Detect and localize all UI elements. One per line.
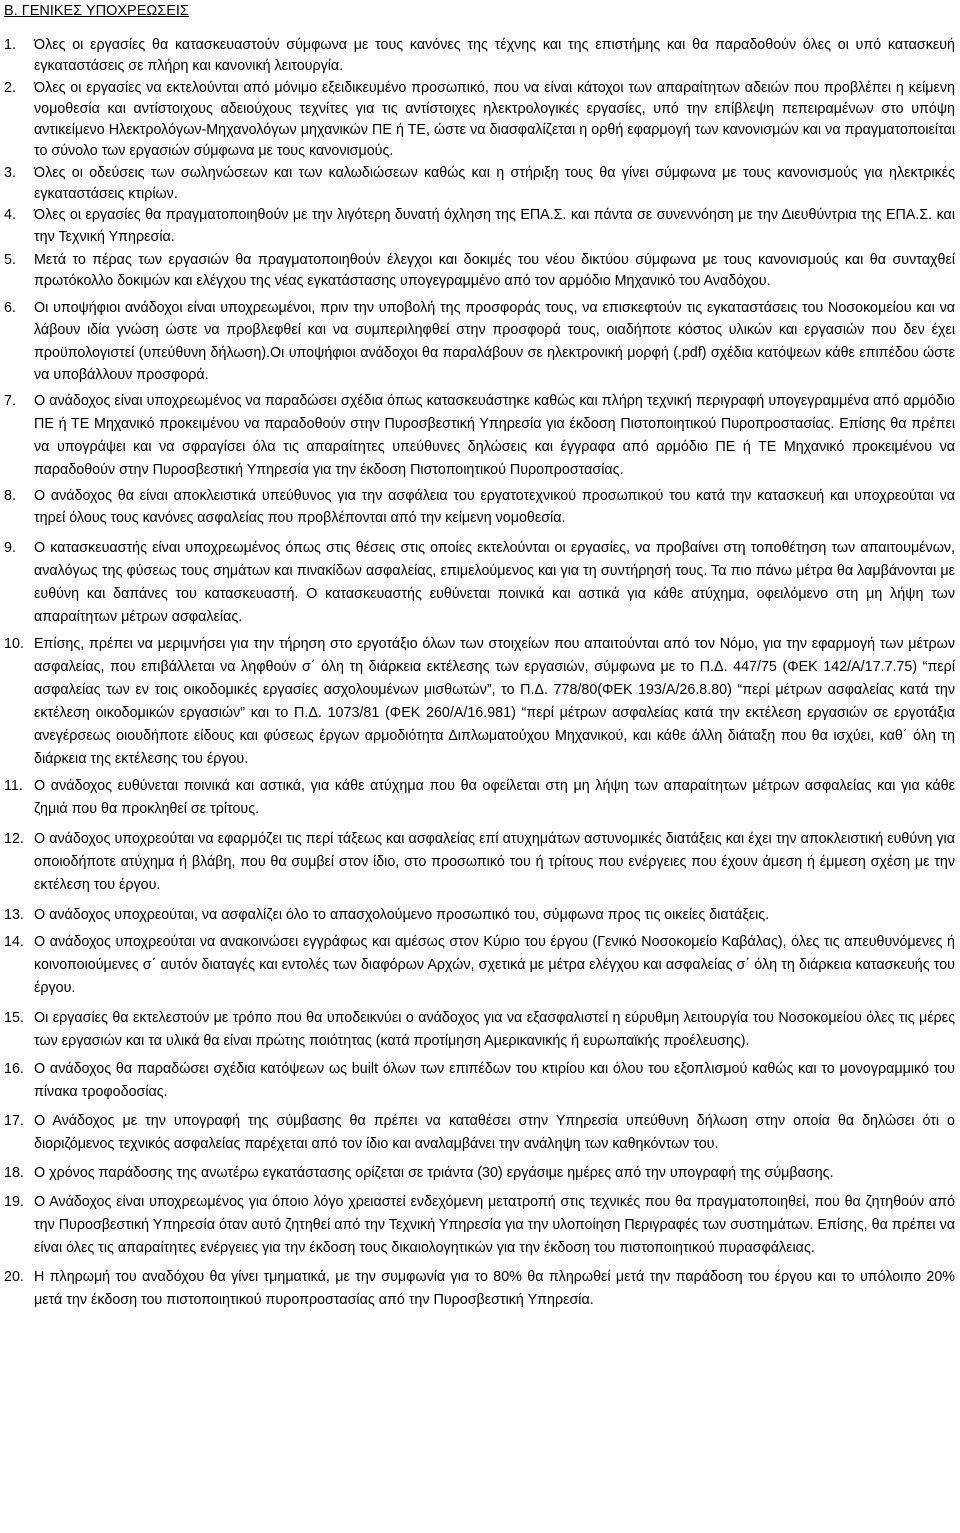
item-number: 13. <box>4 906 24 923</box>
item-text: Μετά το πέρας των εργασιών θα πραγματοποιηθούν έλεγχοι και δοκιμές του νέου δικτύου σύμφωνα με τους κανονισμούς και θα συνταχθεί πρωτόκολλο δοκιμών και ελέγχου της νέας εγκατάστασης υπογεγραμμένο από τον αρμόδιο Μηχανικό του Αναδόχου. <box>34 251 955 290</box>
item-text: Ο Ανάδοχος με την υπογραφή της σύμβασης θα πρέπει να καταθέσει στην Υπηρεσία υπεύθυνη δήλωση στην οποία θα δηλώσει ότι ο διοριζόμενος τεχνικός ασφαλείας παρέχεται από τον ίδιο και αναλαμβάνει την ανάληψη των καθηκόντων του. <box>34 1113 955 1153</box>
item-number: 8. <box>4 487 16 504</box>
item-number: 12. <box>4 831 24 848</box>
list-item <box>4 205 955 248</box>
item-text: Ο ανάδοχος είναι υποχρεωμένος να παραδώσει σχέδια όπως κατασκευάστηκε καθώς και πλήρη τεχνική περιγραφή υπογεγραμμένα από αρμόδιο ΠΕ ή ΤΕ Μηχανικό προκειμένου να παραδοθούν στην Πυροσβεστική Υπηρεσία για έκδοση Πιστοποιητικού Πυροπροστασίας. Επίσης θα πρέπει να υπογράψει και να σφραγίσει όλα τις απαραίτητες υπεύθυνες δηλώσεις και έγγραφα από αρμόδιο ΠΕ ή ΤΕ Μηχανικό προκειμένου να παραδοθούν στην Πυροσβεστική Υπηρεσία για την έκδοση Πιστοποιητικού Πυροπροστασίας. <box>34 392 955 478</box>
item-number: 7. <box>4 392 16 409</box>
list-item <box>4 35 955 78</box>
item-number: 4. <box>4 207 16 224</box>
item-number: 18. <box>4 1165 24 1182</box>
item-text: Ο ανάδοχος θα είναι αποκλειστικά υπεύθυνος για την ασφάλεια του εργατοτεχνικού προσωπικού του κατά την κατασκευή και υποχρεούται να τηρεί όλους τους κανόνες ασφαλείας που προβλέπονται από την κείμενη νομοθεσία. <box>34 487 955 527</box>
item-text: Οι υποψήφιοι ανάδοχοι είναι υποχρεωμένοι, πριν την υποβολή της προσφοράς τους, να επισκεφτούν τις εγκαταστάσεις του Νοσοκομείου και να λάβουν ιδία γνώση ώστε να προβλεφθεί και να συμπεριληφθεί στην προσφορά τους, οιαδήποτε κόστος υλικών και εργασιών που δεν έχει προϋπολογιστεί (υπεύθυνη δήλωση).Οι υποψήφιοι ανάδοχοι θα παραλάβουν σε ηλεκτρονική μορφή (.pdf) σχέδια κατόψεων κάθε επιπέδου ώστε να υποβάλλουν προσφορά. <box>34 299 955 384</box>
list-item <box>4 250 955 293</box>
item-text: Ο Ανάδοχος είναι υποχρεωμένος για όποιο λόγο χρειαστεί ενδεχόμενη μετατροπή στις τεχνικές που θα πραγματοποιηθεί, που θα ζητηθούν από την Πυροσβεστική Υπηρεσία όταν αυτό ζητηθεί από την Τεχνική Υπηρεσία για την υλοποίηση Περιγραφές των συστημάτων. Επίσης, θα πρέπει να είναι όλες τις απαραίτητες ενέργειες για την έκδοση τους δικαιολογητικών για την έκδοση του πιστοποιητικού πυρασφάλειας. <box>34 1193 955 1256</box>
item-text: Όλες οι εργασίες θα πραγματοποιηθούν με την λιγότερη δυνατή όχληση της ΕΠΑ.Σ. και πάντα σε συνεννόηση με την Διευθύντρια της ΕΠΑ.Σ. και την Τεχνική Υπηρεσία. <box>34 207 955 245</box>
list-item <box>4 163 955 206</box>
item-number: 5. <box>4 251 16 268</box>
list-item <box>4 78 955 163</box>
item-text: Όλες οι εργασίες θα κατασκευαστούν σύμφωνα με τους κανόνες της τέχνης και της επιστήμης και θα παραδοθούν όλες οι υπό κατασκευή εγκαταστάσεις σε πλήρη και κανονική λειτουργία. <box>34 37 955 75</box>
item-number: 14. <box>4 933 24 950</box>
item-text: Ο κατασκευαστής είναι υποχρεωμένος όπως στις θέσεις στις οποίες εκτελούνται οι εργασίες, να προβαίνει στη τοποθέτηση των απαιτουμένων, αναλόγως της φύσεως τους σημάτων και πινακίδων ασφαλείας, επιμελούμενος και για τη συντήρησή τους. Τα πιο πάνω μέτρα θα λαμβάνονται με ευθύνη και δαπάνες του κατασκευαστή. Ο κατασκευαστής ευθύνεται ποινικά και αστικά για κάθε ατύχημα, οφειλόμενο στη μη λήψη των απαραίτητων μέτρων ασφαλείας. <box>34 540 955 626</box>
section-heading: Β. ΓΕΝΙΚΕΣ ΥΠΟΧΡΕΩΣΕΙΣ <box>4 3 189 19</box>
item-text: Ο χρόνος παράδοσης της ανωτέρω εγκατάστασης ορίζεται σε τριάντα (30) εργάσιμε ημέρες από την υπογραφή της σύμβασης. <box>34 1165 834 1182</box>
item-number: 2. <box>4 79 16 96</box>
list-item <box>4 485 955 531</box>
item-text: Ο ανάδοχος ευθύνεται ποινικά και αστικά, για κάθε ατύχημα που θα οφείλεται στη μη λήψη των απαραίτητων μέτρων ασφαλείας και για κάθε ζημιά που θα προκληθεί σε τρίτους. <box>34 778 955 818</box>
list-item <box>4 1058 955 1104</box>
item-number: 3. <box>4 164 16 181</box>
item-number: 19. <box>4 1193 24 1210</box>
list-item <box>4 1191 955 1260</box>
item-number: 11. <box>4 778 23 795</box>
item-text: Η πληρωμή του αναδόχου θα γίνει τμηματικά, με την συμφωνία για το 80% θα πληρωθεί μετά την παράδοση του έργου και το υπόλοιπο 20% μετά την έκδοση του πιστοποιητικού πυροπροστασίας από την Πυροσβεστική Υπηρεσία. <box>34 1268 955 1308</box>
item-text: Ο ανάδοχος θα παραδώσει σχέδια κατόψεων ως built όλων των επιπέδων του κτιρίου και όλου του εξοπλισμού καθώς και το μονογραμμικό του πίνακα τροφοδοσίας. <box>34 1061 955 1101</box>
list-item <box>4 1162 955 1185</box>
item-number: 20. <box>4 1268 24 1285</box>
list-item <box>4 1007 955 1053</box>
list-item <box>4 1266 955 1312</box>
item-number: 10. <box>4 636 24 652</box>
list-item <box>4 390 955 482</box>
item-text: Ο ανάδοχος υποχρεούται, να ασφαλίζει όλο το απασχολούμενο προσωπικό του, σύμφωνα προς τις οικείες διατάξεις. <box>34 906 770 923</box>
list-item <box>4 904 955 927</box>
item-number: 16. <box>4 1061 24 1078</box>
item-text: Επίσης, πρέπει να μεριμνήσει για την τήρηση στο εργοτάξιο όλων των στοιχείων που απαιτούνται από τον Νόμο, για την εφαρμογή των μέτρων ασφαλείας, που επιβάλλεται να ληφθούν σ΄ όλη τη διάρκεια εκτέλεσης των εργασιών, σύμφωνα με το Π.Δ. 447/75 (ΦΕΚ 142/Α/17.7.75) “περί ασφαλείας των εν τοις οικοδομικές εργασίες ασχολουμένων μισθωτών”, το Π.Δ. 778/80(ΦΕΚ 193/Α/26.8.80) “περί μέτρων ασφαλείας κατά την εκτέλεση οικοδομικών εργασιών” και το Π.Δ. 1073/81 (ΦΕΚ 260/Α/16.981) “περί μέτρων ασφαλείας κατά την εκτέλεση εργασιών σε εργοτάξια ανεγέρσεως οιουδήποτε είδους και φύσεως έργων αρμοδιότητα Διπλωματούχου Μηχανικού, και κάθε άλλη διάταξη που θα ισχύει, καθ΄ όλη τη διάρκεια της εκτέλεσης του έργου. <box>34 636 955 767</box>
list-item <box>4 1110 955 1156</box>
item-number: 1. <box>4 37 16 53</box>
list-item <box>4 775 955 821</box>
item-text: Ο ανάδοχος υποχρεούται να εφαρμόζει τις περί τάξεως και ασφαλείας επί ατυχημάτων αστυνομικές διατάξεις και έχει την αποκλειστική ευθύνη για οποιοδήποτε ατύχημα ή βλάβη, που θα συμβεί στον ίδιο, στο προσωπικό του ή τρίτους που ενέργειες που έχουν άμεση ή έμμεση σχέση με την εκτέλεση του έργου. <box>34 831 955 894</box>
item-number: 17. <box>4 1113 24 1130</box>
item-number: 9. <box>4 540 16 557</box>
list-item <box>4 537 955 629</box>
list-item <box>4 931 955 1000</box>
item-text: Όλες οι οδεύσεις των σωληνώσεων και των καλωδιώσεων καθώς και η στήριξη τους θα γίνει σύμφωνα με τους κανονισμούς για ηλεκτρικές εγκαταστάσεις κτιρίων. <box>34 164 955 203</box>
list-item <box>4 828 955 897</box>
item-text: Οι εργασίες θα εκτελεστούν με τρόπο που θα υποδεικνύει ο ανάδοχος για να εξασφαλιστεί η εύρυθμη λειτουργία του Νοσοκομείου όλες τις μέρες των εργασιών και τα υλικά θα είναι πρώτης ποιότητας (κατά προτίμηση Αμερικανικής ή ευρωπαϊκής προέλευσης). <box>34 1009 955 1049</box>
obligations-list <box>4 35 955 1311</box>
item-text: Ο ανάδοχος υποχρεούται να ανακοινώσει εγγράφως και αμέσως στον Κύριο του έργου (Γενικό Νοσοκομείο Καβάλας), όλες τις απευθυνόμενες ή κοινοποιούμενες σ΄ αυτόν διαταγές και εντολές των διαφόρων Αρχών, σχετικά με μέτρα ελέγχου και ασφαλείας σ΄ όλη τη διάρκεια κατασκευής του έργου. <box>34 933 955 996</box>
item-text: Όλες οι εργασίες να εκτελούνται από μόνιμο εξειδικευμένο προσωπικό, που να είναι κάτοχοι των απαραίτητων αδειών που προβλέπει η κείμενη νομοθεσία και αντίστοιχους αδειούχους τεχνίτες για τις αντίστοιχες ηλεκτρολογικές εργασίες, υπό την επίβλεψη πεπειραμένων στο υπόψη αντικείμενο Ηλεκτρολόγων-Μηχανολόγων μηχανικών ΠΕ ή ΤΕ, ώστε να διασφαλίζεται η ορθή εφαρμογή των κανονισμών και να πραγματοποιείται το σύνολο των εργασιών σύμφωνα με τους κανονισμούς. <box>34 79 955 160</box>
list-item <box>4 297 955 387</box>
item-number: 15. <box>4 1009 24 1026</box>
item-number: 6. <box>4 299 16 316</box>
list-item <box>4 633 955 770</box>
